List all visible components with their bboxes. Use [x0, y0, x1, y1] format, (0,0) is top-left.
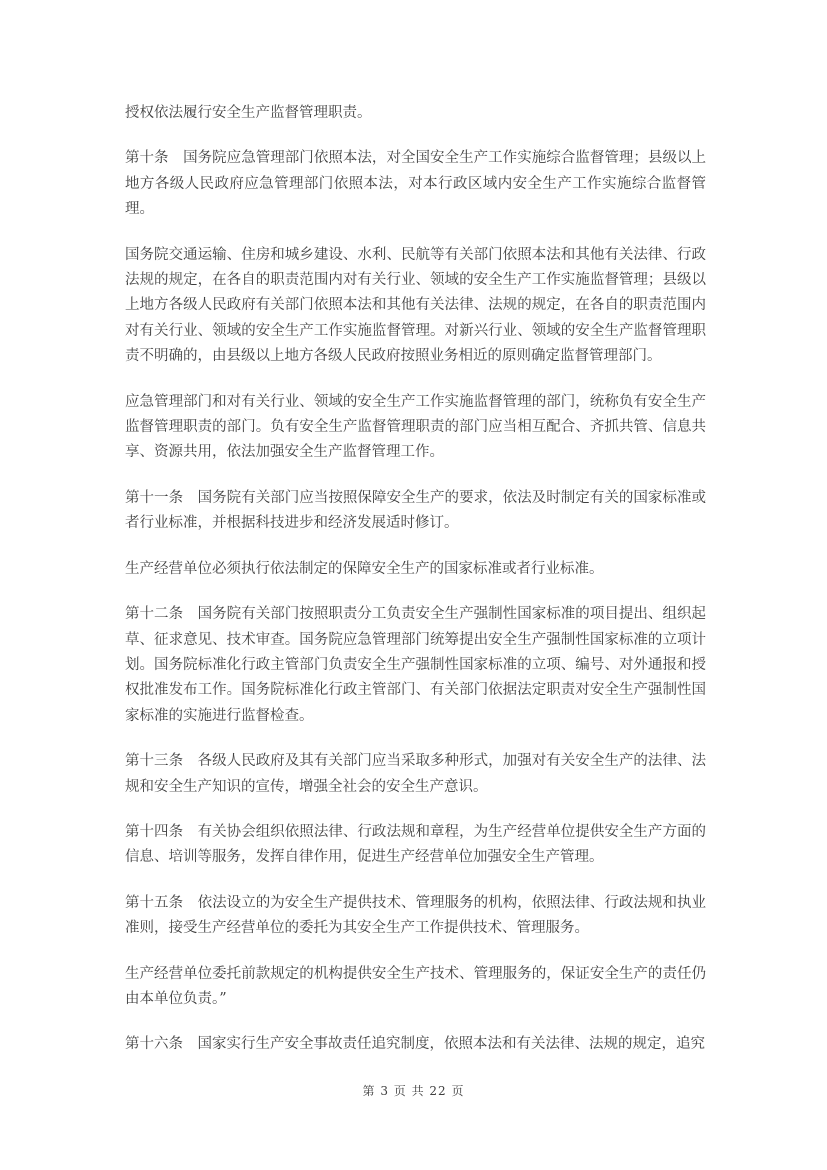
paragraph-article-15-clause-1: 第十五条 依法设立的为安全生产提供技术、管理服务的机构，依照法律、行政法规和执业准则，接受生产经营单位的委托为其安全生产工作提供技术、管理服务。 — [125, 894, 706, 937]
paragraph-article-11-clause-2: 生产经营单位必须执行依法制定的保障安全生产的国家标准或者行业标准。 — [125, 560, 604, 577]
paragraph-article-16: 第十六条 国家实行生产安全事故责任追究制度，依照本法和有关法律、法规的规定，追究 — [125, 1036, 705, 1053]
document-body — [125, 101, 706, 1058]
paragraph-article-10-clause-2: 国务院交通运输、住房和城乡建设、水利、民航等有关部门依照本法和其他有关法律、行政法规的规定，在各自的职责范围内对有关行业、领域的安全生产工作实施监督管理；县级以上地方各级人民政府有关部门依照本法和其他有关法律、法规的规定，在各自的职责范围内对有关行业、领域的安全生产工作实施监督管理。对新兴行业、领域的安全生产监督管理职责不明确的，由县级以上地方各级人民政府按照业务相近的原则确定监督管理部门。 — [125, 246, 706, 365]
paragraph-continuation: 授权依法履行安全生产监督管理职责。 — [125, 105, 372, 121]
paragraph-article-10-clause-3: 应急管理部门和对有关行业、领域的安全生产工作实施监督管理的部门，统称负有安全生产监督管理职责的部门。负有安全生产监督管理职责的部门应当相互配合、齐抓共管、信息共享、资源共用，依法加强安全生产监督管理工作。 — [125, 393, 706, 461]
paragraph-article-10-clause-1: 第十条 国务院应急管理部门依照本法，对全国安全生产工作实施综合监督管理；县级以上地方各级人民政府应急管理部门依照本法，对本行政区域内安全生产工作实施综合监督管理。 — [125, 150, 706, 218]
paragraph-article-12: 第十二条 国务院有关部门按照职责分工负责安全生产强制性国家标准的项目提出、组织起草、征求意见、技术审查。国务院应急管理部门统筹提出安全生产强制性国家标准的立项计划。国务院标准化行政主管部门负责安全生产强制性国家标准的立项、编号、对外通报和授权批准发布工作。国务院标准化行政主管部门、有关部门依据法定职责对安全生产强制性国家标准的实施进行监督检查。 — [125, 606, 706, 724]
paragraph-article-14: 第十四条 有关协会组织依照法律、行政法规和章程，为生产经营单位提供安全生产方面的信息、培训等服务，发挥自律作用，促进生产经营单位加强安全生产管理。 — [125, 823, 706, 866]
page-footer — [0, 1083, 827, 1099]
paragraph-article-11-clause-1: 第十一条 国务院有关部门应当按照保障安全生产的要求，依法及时制定有关的国家标准或者行业标准，并根据科技进步和经济发展适时修订。 — [125, 489, 706, 532]
paragraph-article-13: 第十三条 各级人民政府及其有关部门应当采取多种形式，加强对有关安全生产的法律、法规和安全生产知识的宣传，增强全社会的安全生产意识。 — [125, 753, 706, 795]
paragraph-article-15-clause-2: 生产经营单位委托前款规定的机构提供安全生产技术、管理服务的，保证安全生产的责任仍由本单位负责。” — [125, 965, 706, 1007]
page-number-label: 第 3 页 共 22 页 — [362, 1084, 465, 1098]
